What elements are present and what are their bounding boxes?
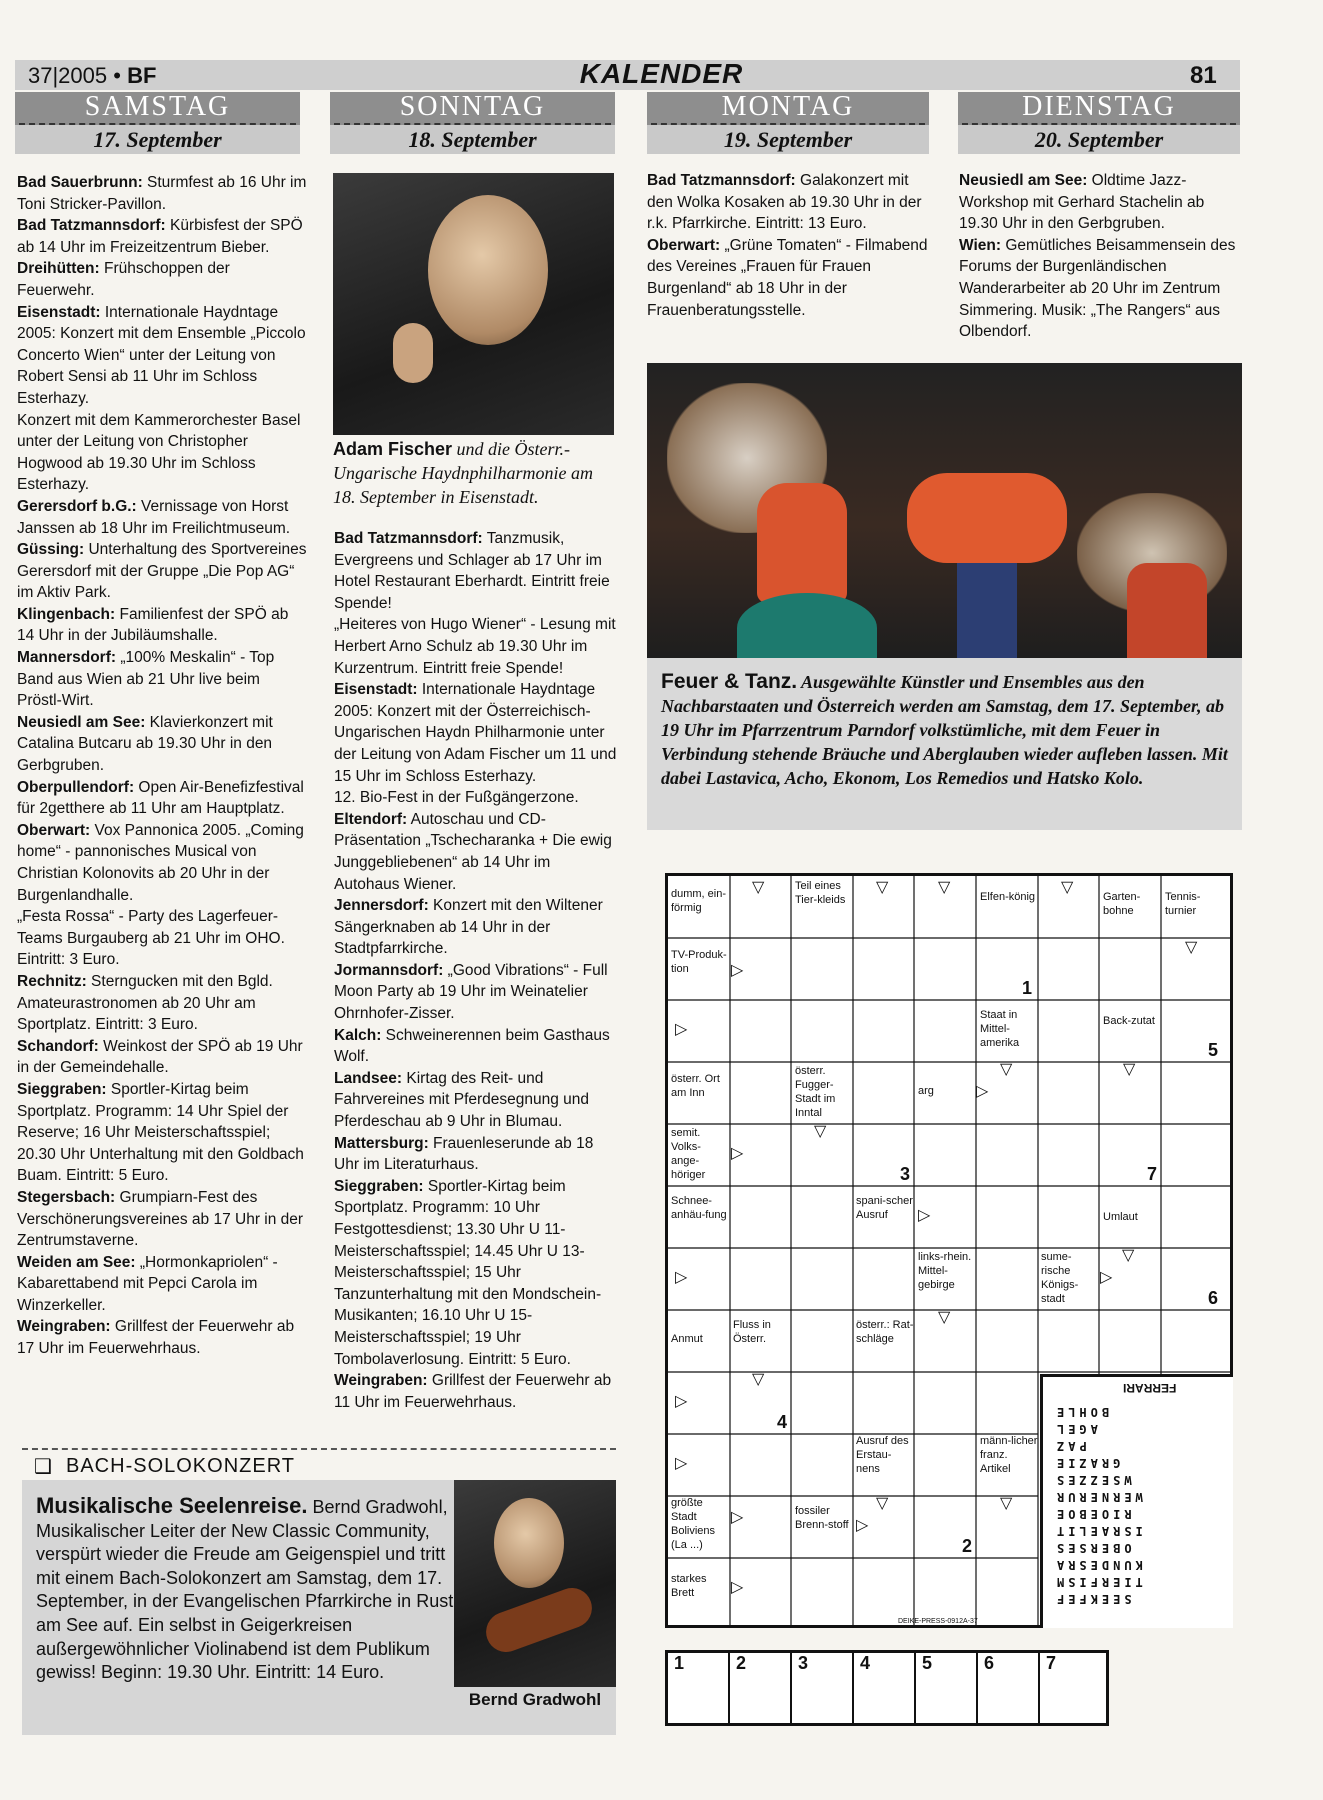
event-place: Weingraben:: [334, 1372, 428, 1390]
clue: österr.: Rat-schläge: [856, 1319, 914, 1345]
triangle-down-icon: ▽: [938, 1309, 951, 1326]
event-place: Sieggraben:: [334, 1177, 424, 1195]
event-entry: [17, 712, 307, 777]
event-entry: [17, 1079, 307, 1187]
event-text: Internationale Haydntage 2005: Konzert mit dem Ensemble „Piccolo Concerto Wien“ unter der Leitung von Robert Sensi ab 11 Uhr im Schloss Esterhazy.: [17, 303, 306, 407]
crossword-number: 7: [1147, 1164, 1158, 1184]
event-entry: [17, 1036, 307, 1079]
feuer-tanz-text: Ausgewählte Künstler und Ensembles aus den Nachbarstaaten und Österreich werden am Samstag, dem 17. September, ab 19 Uhr im Pfarrzentrum Parndorf volkstümliche, mit dem Feuer in Verbindung stehende Bräuche und Aberglauben wieder aufleben lassen. Mit dabei Lastavica, Acho, Ekonom, Los Remedios und Hatsko Kolo.: [661, 672, 1228, 788]
event-entry: [334, 1068, 619, 1133]
triangle-right-icon: ▷: [976, 1083, 989, 1100]
event-entry: [959, 170, 1244, 235]
event-text: Gemütliches Beisammensein des Forums der Burgenländischen Wanderarbeiter ab 20 Uhr im Zentrum Simmering. Musik: „The Rangers“ aus Olbendorf.: [959, 236, 1236, 341]
tuesday-events: [959, 170, 1244, 345]
triangle-right-icon: ▷: [675, 1455, 688, 1472]
event-place: Mattersburg:: [334, 1134, 429, 1152]
solution-number: 5: [922, 1653, 933, 1673]
feuer-tanz-photo: [647, 363, 1242, 658]
day-header-sunday: SONNTAG 18. September: [330, 92, 615, 154]
event-text: Vox Pannonica 2005. „Coming home“ - pannonisches Musical von Christian Kolonovits ab 20 Uhr in der Burgenlandhalle.: [17, 821, 304, 904]
clue: österr. Ort am Inn: [671, 1073, 720, 1099]
event-place: Bad Tatzmannsdorf:: [334, 530, 483, 547]
clue: sume-rische Königs-stadt: [1041, 1251, 1079, 1305]
crossword-number: 3: [900, 1164, 911, 1184]
day-header-tuesday: DIENSTAG 20. September: [958, 92, 1240, 154]
event-entry: [17, 1187, 307, 1252]
monday-events: [647, 170, 932, 345]
triangle-right-icon: ▷: [1100, 1269, 1113, 1286]
triangle-down-icon: ▽: [938, 879, 951, 896]
event-text: Familienfest der SPÖ ab 14 Uhr in der Jubiläumshalle.: [17, 605, 289, 645]
event-entry: [17, 1252, 307, 1317]
event-text: Unterhaltung des Sportvereines Gerersdorf mit der Gruppe „Die Pop AG“ im Aktiv Park.: [17, 541, 307, 602]
clue: Fluss in Österr.: [733, 1319, 771, 1345]
triangle-down-icon: ▽: [1122, 1247, 1135, 1264]
solution-row: RIOEBOE: [1053, 1507, 1132, 1521]
clue: Anmut: [671, 1333, 703, 1345]
day-header-saturday: SAMSTAG 17. September: [15, 92, 300, 154]
event-text: Sportler-Kirtag beim Sportplatz. Programm: 14 Uhr Spiel der Reserve; 16 Uhr Meisterschaftsspiel; 20.30 Uhr Unterhaltung mit den Goldbach Buam. Eintritt: 5 Euro.: [17, 1080, 304, 1185]
event-place: Sieggraben:: [17, 1080, 107, 1098]
event-text: Kirtag des Reit- und Fahrvereines mit Pferdesegnung und Pferdeschau ab 9 Uhr in Blumau.: [334, 1069, 590, 1131]
solution-row: TIERFISM: [1053, 1575, 1143, 1589]
clue: Umlaut: [1103, 1211, 1138, 1223]
clue: männ-licher franz. Artikel: [980, 1435, 1038, 1475]
event-place: Eisenstadt:: [334, 681, 418, 699]
saturday-events: [17, 172, 307, 1434]
event-text: Galakonzert mit den Wolka Kosaken ab 19.30 Uhr in der r.k. Pfarrkirche. Eintritt: 13 Euro.: [647, 172, 922, 233]
page-title: KALENDER: [579, 58, 744, 89]
triangle-right-icon: ▷: [731, 1145, 744, 1162]
clue: Ausruf des Erstau-nens: [856, 1435, 909, 1475]
solution-number: 2: [736, 1653, 747, 1673]
event-place: Güssing:: [17, 541, 85, 559]
triangle-down-icon: ▽: [752, 879, 765, 896]
event-text: Konzert mit den Wiltener Sängerknaben ab 14 Uhr in der Stadtpfarrkirche.: [334, 897, 603, 958]
solution-row: WERNERUR: [1053, 1490, 1143, 1504]
event-text: Tanzmusik, Evergreens und Schlager ab 17 Uhr im Hotel Restaurant Eberhardt. Eintritt freie Spende!: [334, 530, 610, 612]
event-place: Jormannsdorf:: [334, 961, 444, 979]
bach-photo-caption: Bernd Gradwohl: [468, 1690, 602, 1709]
crossword-number: 1: [1022, 978, 1033, 998]
bach-text: Bernd Gradwohl, Musikalischer Leiter der New Classic Community, verspürt wieder die Freude am Geigenspiel und tritt mit einem Bach-Solokonzert am Samstag, dem 17. September, in der Evangelischen Pfarrkirche in Rust am See auf. Ein selbst in Geigerkreisen außergewöhnlicher Violinabend ist dem Publikum gewiss! Beginn: 19.30 Uhr. Eintritt: 14 Euro.: [36, 1497, 454, 1683]
event-entry: [334, 1370, 619, 1413]
event-entry: [17, 1316, 307, 1359]
clue: Back-zutat: [1103, 1015, 1155, 1027]
event-text: Kürbisfest der SPÖ ab 14 Uhr im Freizeitzentrum Bieber.: [17, 217, 303, 256]
triangle-right-icon: ▷: [731, 1509, 744, 1526]
solution-number: 3: [798, 1653, 809, 1673]
event-entry: [334, 1025, 619, 1068]
clue: Garten-bohne: [1103, 891, 1141, 917]
event-text: Grumpiarn-Fest des Verschönerungsvereines ab 17 Uhr in der Zentrumstaverne.: [17, 1188, 304, 1250]
event-text: Grillfest der Feuerwehr ab 11 Uhr im Feuerwehrhaus.: [334, 1372, 612, 1411]
event-entry: [17, 410, 307, 496]
event-place: Gerersdorf b.G.:: [17, 497, 137, 515]
crossword-number: 4: [777, 1412, 788, 1432]
event-place: Stegersbach:: [17, 1188, 116, 1206]
event-entry: [17, 971, 307, 1036]
sunday-events: [334, 528, 619, 1428]
crossword-number: 6: [1208, 1288, 1219, 1308]
event-entry: [17, 777, 307, 820]
event-place: Klingenbach:: [17, 605, 116, 623]
clue: spani-scher Ausruf: [856, 1195, 913, 1221]
solution-rows: [1053, 1403, 1225, 1607]
event-text: „Hormonkapriolen“ - Kabarettabend mit Pepci Carola im Winzerkeller.: [17, 1253, 278, 1314]
event-place: Eisenstadt:: [17, 303, 101, 321]
page-number: 81: [1190, 62, 1217, 89]
solution-inset: FERRARI BOHLE AGEL PAZ GRAZIE WSEZZES WERNERUR RIOEBOE ISRAELIT OBERSES KUNDESRA TIERFISM SEEKFEF: [1040, 1374, 1233, 1628]
event-entry: [334, 960, 619, 1025]
event-text: Sterngucken mit den Bgld. Amateurastronomen ab 20 Uhr am Sportplatz. Eintritt: 3 Euro.: [17, 972, 273, 1034]
clue: Teil eines Tier-kleids: [795, 880, 846, 906]
triangle-down-icon: ▽: [1185, 939, 1198, 956]
event-entry: [334, 895, 619, 960]
event-place: Bad Tatzmannsdorf:: [647, 172, 796, 189]
event-place: Neusiedl am See:: [959, 172, 1088, 189]
clue: österr. Fugger-Stadt im Inntal: [795, 1065, 836, 1119]
day-header-monday: MONTAG 19. September: [647, 92, 929, 154]
event-text: Frühschoppen der Feuerwehr.: [17, 260, 230, 299]
event-entry: [17, 496, 307, 539]
event-entry: [17, 604, 307, 647]
clue: TV-Produk-tion: [671, 949, 727, 975]
event-place: Eltendorf:: [334, 810, 408, 828]
triangle-down-icon: ▽: [752, 1371, 765, 1388]
triangle-right-icon: ▷: [731, 1579, 744, 1596]
solution-row: WSEZZES: [1053, 1473, 1132, 1487]
event-entry: [334, 528, 619, 614]
solution-row: ISRAELIT: [1053, 1524, 1143, 1538]
triangle-right-icon: ▷: [856, 1517, 869, 1534]
event-text: Vernissage von Horst Janssen ab 18 Uhr im Freilichtmuseum.: [17, 497, 291, 537]
clue: Tennis-turnier: [1165, 891, 1201, 917]
event-entry: [17, 647, 307, 712]
event-entry: [17, 302, 307, 410]
event-place: Oberpullendorf:: [17, 778, 135, 796]
solution-row: OBERSES: [1053, 1541, 1132, 1555]
event-place: Dreihütten:: [17, 260, 100, 278]
event-place: Weiden am See:: [17, 1253, 136, 1271]
event-place: Bad Tatzmannsdorf:: [17, 217, 166, 235]
crossword-number: 2: [962, 1536, 973, 1556]
triangle-right-icon: ▷: [675, 1393, 688, 1410]
event-entry: [17, 215, 307, 258]
event-entry: [334, 679, 619, 787]
event-text: Grillfest der Feuerwehr ab 17 Uhr im Feuerwehrhaus.: [17, 1318, 295, 1358]
event-entry: [334, 614, 619, 679]
event-text: „Grüne Tomaten“ - Filmabend des Vereines „Frauen für Frauen Burgenland“ ab 18 Uhr in der Frauenberatungsstelle.: [647, 236, 928, 319]
event-place: Oberwart:: [647, 236, 721, 254]
clue: arg: [918, 1085, 934, 1097]
triangle-down-icon: ▽: [1061, 879, 1074, 896]
event-text: Oldtime Jazz-Workshop mit Gerhard Stachelin ab 19.30 Uhr in den Gerbgruben.: [959, 172, 1205, 233]
solution-word-boxes: [665, 1650, 1109, 1726]
triangle-right-icon: ▷: [675, 1269, 688, 1286]
event-place: Rechnitz:: [17, 972, 87, 990]
event-text: Autoschau und CD-Präsentation „Tschecharanka + Die ewig Junggebliebenen“ ab 14 Uhr im Autohaus Wiener.: [334, 810, 612, 893]
bach-box: [22, 1480, 616, 1735]
event-place: Weingraben:: [17, 1318, 111, 1336]
bach-header: ❑ BACH-SOLOKONZERT: [22, 1448, 616, 1482]
event-place: Landsee:: [334, 1069, 403, 1087]
bernd-gradwohl-photo: [454, 1480, 616, 1687]
event-place: Neusiedl am See:: [17, 713, 146, 731]
solution-row: BOHLE: [1053, 1405, 1110, 1419]
event-text: Internationale Haydntage 2005: Konzert mit der Österreichisch-Ungarischen Haydn Philharmonie unter der Leitung von Adam Fischer um 11 und 15 Uhr im Schloss Esterhazy.: [334, 681, 617, 785]
event-place: Schandorf:: [17, 1037, 99, 1055]
event-entry: [959, 235, 1244, 343]
triangle-down-icon: ▽: [1000, 1061, 1013, 1078]
triangle-down-icon: ▽: [1123, 1061, 1136, 1078]
triangle-right-icon: ▷: [918, 1207, 931, 1224]
clue: links-rhein. Mittel-gebirge: [918, 1251, 972, 1291]
adam-fischer-caption: Adam Fischer und die Österr.-Ungarische Haydnphilharmonie am 18. September in Eisenstadt.: [333, 439, 593, 507]
event-entry: [334, 809, 619, 895]
solution-row: KUNDESRA: [1053, 1558, 1143, 1572]
event-place: Oberwart:: [17, 821, 91, 839]
adam-fischer-photo: [333, 173, 614, 435]
clue: fossiler Brenn-stoff: [795, 1505, 849, 1531]
event-entry: [17, 539, 307, 604]
solution-row: PAZ: [1053, 1439, 1087, 1453]
crossword-credit: DEIKE-PRESS-0912A-37: [898, 1618, 978, 1625]
clue: dumm, ein-förmig: [671, 888, 727, 914]
clue: Staat in Mittel-amerika: [980, 1009, 1020, 1049]
triangle-down-icon: ▽: [876, 879, 889, 896]
event-place: Jennersdorf:: [334, 897, 429, 915]
event-text: Klavierkonzert mit Catalina Butcaru ab 19.30 Uhr in den Gerbgruben.: [17, 713, 273, 775]
clue: größte Stadt Boliviens (La ...): [671, 1497, 716, 1551]
triangle-right-icon: ▷: [731, 962, 744, 979]
solution-number: 4: [860, 1653, 871, 1673]
event-text: „Heiteres von Hugo Wiener“ - Lesung mit Herbert Arno Schulz ab 19.30 Uhr im Kurzentrum. Eintritt freie Spende!: [334, 616, 616, 677]
clue: semit. Volks-ange-höriger: [671, 1127, 706, 1181]
feuer-tanz-title: Feuer & Tanz.: [661, 670, 798, 693]
solution-row: GRAZIE: [1053, 1456, 1121, 1470]
clue: Schnee-anhäu-fung: [671, 1195, 727, 1221]
event-text: Schweinerennen beim Gasthaus Wolf.: [334, 1026, 610, 1066]
event-place: Wien:: [959, 236, 1002, 254]
event-text: Weinkost der SPÖ ab 19 Uhr in der Gemeindehalle.: [17, 1037, 303, 1077]
event-text: Sturmfest ab 16 Uhr im Toni Stricker-Pavillon.: [17, 174, 307, 213]
event-place: Kalch:: [334, 1026, 382, 1044]
event-entry: [334, 1176, 619, 1370]
triangle-down-icon: ▽: [1000, 1495, 1013, 1512]
triangle-down-icon: ▽: [876, 1495, 889, 1512]
feuer-tanz-box: [647, 658, 1242, 830]
event-entry: [647, 235, 932, 321]
event-text: „Good Vibrations“ - Full Moon Party ab 19 Uhr im Weinatelier Ohrnhofer-Zisser.: [334, 961, 608, 1023]
issue-label: 37|2005 • BF: [28, 63, 157, 88]
event-text: „Festa Rossa“ - Party des Lagerfeuer-Teams Burgauberg ab 21 Uhr im OHO. Eintritt: 3 Euro.: [17, 908, 285, 969]
bach-title: Musikalische Seelenreise.: [36, 1493, 308, 1518]
solution-row: SEEKFEF: [1053, 1592, 1132, 1606]
event-entry: [17, 172, 307, 215]
event-entry: [334, 1133, 619, 1176]
event-entry: [17, 258, 307, 301]
triangle-right-icon: ▷: [675, 1021, 688, 1038]
event-text: Open Air-Benefizfestival für 2getthere ab 11 Uhr am Hauptplatz.: [17, 778, 304, 818]
event-entry: [334, 787, 619, 809]
event-place: Mannersdorf:: [17, 649, 117, 667]
solution-number: 7: [1046, 1653, 1057, 1673]
clue: starkes Brett: [671, 1573, 707, 1599]
event-text: Konzert mit dem Kammerorchester Basel unter der Leitung von Christopher Hogwood ab 19.30 Uhr im Schloss Esterhazy.: [17, 411, 301, 494]
event-entry: [17, 906, 307, 971]
solution-number: 1: [674, 1653, 685, 1673]
event-text: „100% Meskalin“ - Top Band aus Wien ab 21 Uhr live beim Pröstl-Wirt.: [17, 649, 275, 710]
event-text: 12. Bio-Fest in der Fußgängerzone.: [334, 789, 579, 807]
triangle-down-icon: ▽: [814, 1123, 827, 1140]
event-text: Sportler-Kirtag beim Sportplatz. Programm: 10 Uhr Festgottesdienst; 13.30 Uhr U 11-Meisterschaftsspiel; 14.45 Uhr U 13-Meisterschaftsspiel; 15 Uhr Tanzunterhaltung mit den Mondschein-Musikanten; 16.10 Uhr U 15-Meisterschaftsspiel; 19 Uhr Tombolaverlosung. Eintritt: 5 Euro.: [334, 1177, 602, 1368]
solution-row: AGEL: [1053, 1422, 1098, 1436]
event-text: Frauenleserunde ab 18 Uhr im Literaturhaus.: [334, 1134, 594, 1174]
clue: Elfen-könig: [980, 891, 1036, 903]
event-place: Bad Sauerbrunn:: [17, 174, 143, 191]
event-entry: [17, 820, 307, 906]
crossword-number: 5: [1208, 1040, 1219, 1060]
event-entry: [647, 170, 932, 235]
solution-number: 6: [984, 1653, 995, 1673]
